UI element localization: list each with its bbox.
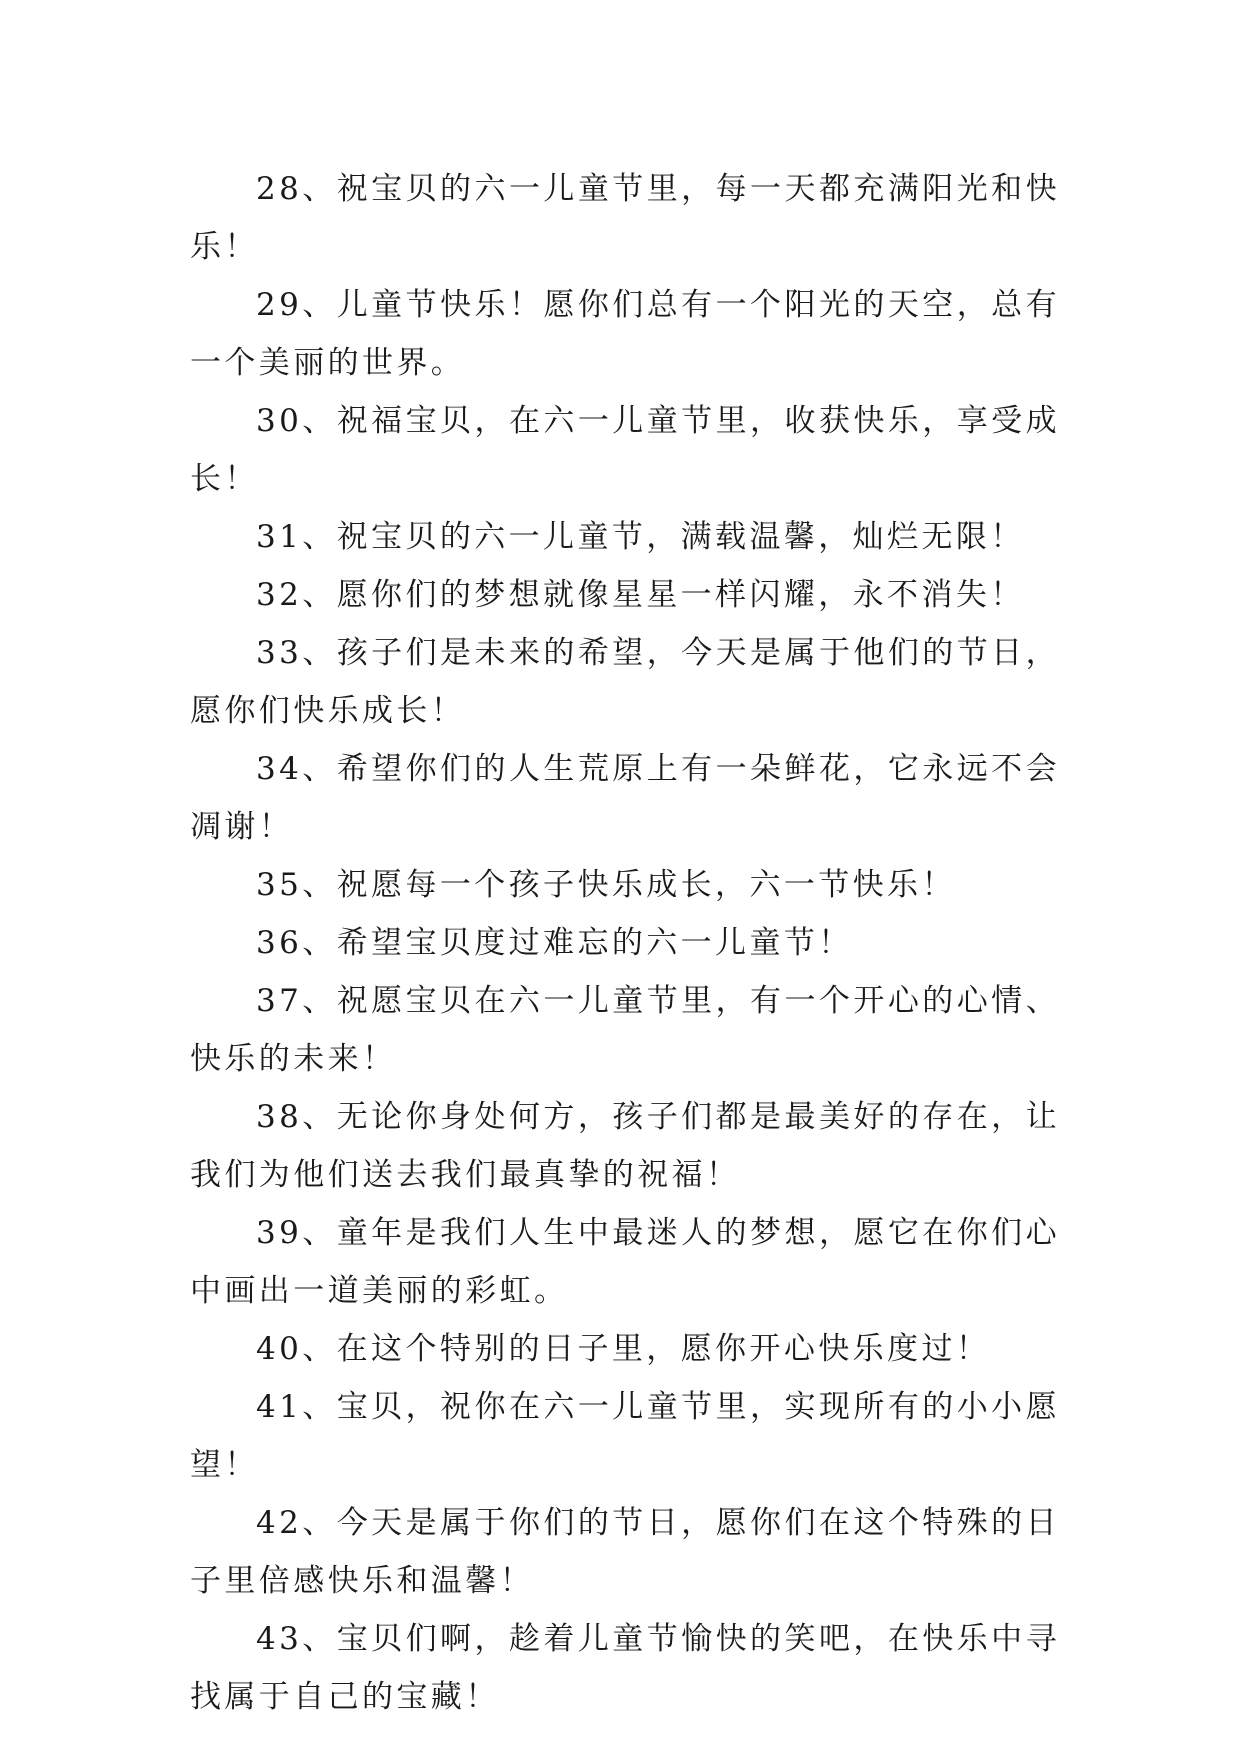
wish-item-40: 40、在这个特别的日子里，愿你开心快乐度过！ [256, 1331, 991, 1367]
wish-item-43: 43、宝贝们啊，趁着儿童节愉快的笑吧，在快乐中寻找属于自己的宝藏！ [190, 1621, 1060, 1715]
wish-item-41: 41、宝贝，祝你在六一儿童节里，实现所有的小小愿望！ [190, 1389, 1060, 1483]
wish-item-33: 33、孩子们是未来的希望，今天是属于他们的节日，愿你们快乐成长！ [190, 635, 1060, 729]
wish-item-37: 37、祝愿宝贝在六一儿童节里，有一个开心的心情、快乐的未来！ [190, 983, 1060, 1077]
wish-item-38: 38、无论你身处何方，孩子们都是最美好的存在，让我们为他们送去我们最真挚的祝福！ [190, 1099, 1060, 1193]
document-body [190, 160, 1060, 1726]
wish-item-29: 29、儿童节快乐！愿你们总有一个阳光的天空，总有一个美丽的世界。 [190, 287, 1060, 381]
wish-item-28: 28、祝宝贝的六一儿童节里，每一天都充满阳光和快乐！ [190, 171, 1060, 265]
wish-item-34: 34、希望你们的人生荒原上有一朵鲜花，它永远不会凋谢！ [190, 751, 1060, 845]
wish-item-42: 42、今天是属于你们的节日，愿你们在这个特殊的日子里倍感快乐和温馨！ [190, 1505, 1060, 1599]
wish-item-32: 32、愿你们的梦想就像星星一样闪耀，永不消失！ [256, 577, 1025, 613]
wish-item-35: 35、祝愿每一个孩子快乐成长，六一节快乐！ [256, 867, 956, 903]
wish-item-39: 39、童年是我们人生中最迷人的梦想，愿它在你们心中画出一道美丽的彩虹。 [190, 1215, 1060, 1309]
wish-item-31: 31、祝宝贝的六一儿童节，满载温馨，灿烂无限！ [256, 519, 1025, 555]
wish-item-36: 36、希望宝贝度过难忘的六一儿童节！ [256, 925, 853, 961]
wish-item-30: 30、祝福宝贝，在六一儿童节里，收获快乐，享受成长！ [190, 403, 1060, 497]
